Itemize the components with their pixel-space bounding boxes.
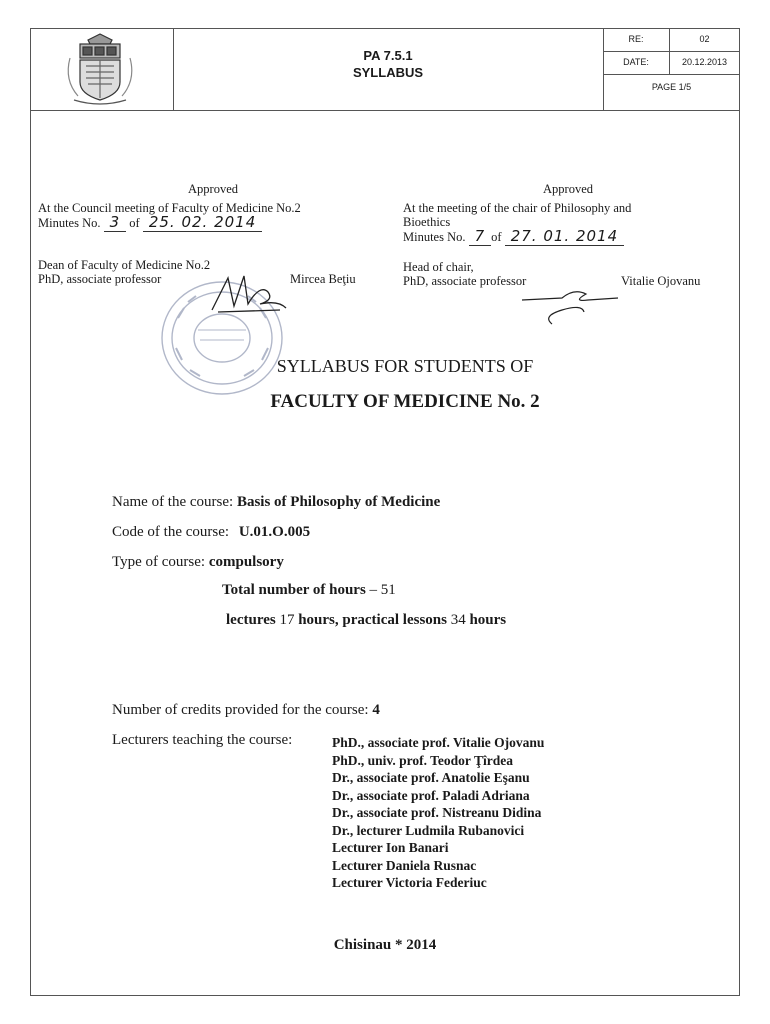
head-role: Head of chair, bbox=[403, 260, 474, 274]
syllabus-title: SYLLABUS FOR STUDENTS OF bbox=[276, 356, 534, 376]
lectures-unit: hours, practical lessons bbox=[298, 612, 447, 628]
dean-signature-icon bbox=[208, 270, 288, 318]
lecturer-list bbox=[332, 734, 544, 892]
list-item: Lecturer Daniela Rusnac bbox=[332, 857, 477, 873]
document-code: PA 7.5.1 bbox=[363, 48, 413, 63]
minutes-date: 25. 02. 2014 bbox=[143, 213, 262, 232]
list-item: Dr., lecturer Ludmila Rubanovici bbox=[332, 822, 525, 838]
course-code-line bbox=[112, 524, 310, 541]
course-type-label: Type of course: bbox=[112, 554, 206, 570]
minutes-prefix: Minutes No. bbox=[403, 230, 466, 244]
minutes-line bbox=[38, 215, 368, 230]
list-item: PhD., associate prof. Vitalie Ojovanu bbox=[332, 735, 545, 750]
head-degree: PhD, associate professor bbox=[403, 274, 527, 288]
date-label: DATE: bbox=[603, 51, 670, 74]
course-type-value: compulsory bbox=[208, 554, 284, 570]
dean-name: Mircea Beţiu bbox=[290, 272, 356, 286]
council-line: At the Council meeting of Faculty of Medicine No.2 bbox=[38, 201, 301, 215]
date-row bbox=[603, 51, 740, 75]
hours-breakdown-line bbox=[226, 612, 506, 629]
total-hours-line bbox=[222, 582, 396, 599]
total-hours-dash: – bbox=[369, 582, 378, 598]
chair-line-2: Bioethics bbox=[403, 215, 451, 229]
total-hours-label: Total number of hours bbox=[222, 582, 366, 598]
head-signature-icon bbox=[522, 282, 622, 326]
credits-line bbox=[112, 702, 380, 719]
head-name: Vitalie Ojovanu bbox=[621, 274, 701, 288]
revision-label: RE: bbox=[603, 28, 670, 51]
minutes-number: 3 bbox=[104, 213, 127, 232]
list-item: Dr., associate prof. Anatolie Eşanu bbox=[332, 770, 530, 785]
course-name-label: Name of the course: bbox=[112, 494, 234, 510]
course-name-line bbox=[112, 494, 440, 511]
faculty-title: FACULTY OF MEDICINE No. 2 bbox=[270, 391, 540, 412]
dean-degree: PhD, associate professor bbox=[38, 272, 162, 286]
minutes-prefix: Minutes No. bbox=[38, 216, 101, 230]
approved-heading: Approved bbox=[188, 182, 238, 196]
chair-line: At the meeting of the chair of Philosophy and bbox=[403, 201, 632, 215]
approval-right bbox=[403, 182, 733, 288]
document-header bbox=[30, 28, 740, 111]
practical-value: 34 bbox=[450, 612, 466, 628]
date-value: 20.12.2013 bbox=[681, 57, 728, 67]
revision-value: 02 bbox=[699, 34, 710, 44]
total-hours-value: 51 bbox=[380, 582, 396, 598]
list-item: Dr., associate prof. Nistreanu Didina bbox=[332, 805, 542, 820]
dean-role: Dean of Faculty of Medicine No.2 bbox=[38, 258, 211, 272]
document-title: SYLLABUS bbox=[352, 65, 424, 80]
practical-unit: hours bbox=[469, 612, 507, 628]
minutes-of: of bbox=[129, 216, 140, 230]
university-coat-of-arms-icon bbox=[30, 28, 173, 110]
minutes-date: 27. 01. 2014 bbox=[505, 227, 624, 246]
place-and-year: Chisinau * 2014 bbox=[333, 937, 437, 953]
list-item: PhD., univ. prof. Teodor Ţîrdea bbox=[332, 752, 514, 768]
course-code-value: U.01.O.005 bbox=[238, 524, 311, 540]
lectures-label: lectures bbox=[226, 612, 276, 628]
minutes-number: 7 bbox=[469, 227, 492, 246]
minutes-of: of bbox=[491, 230, 502, 244]
approval-left bbox=[38, 182, 368, 286]
approved-heading: Approved bbox=[543, 182, 593, 196]
list-item: Dr., associate prof. Paladi Adriana bbox=[332, 787, 530, 803]
revision-row bbox=[603, 28, 740, 52]
minutes-line bbox=[403, 229, 733, 244]
page-number: PAGE 1/5 bbox=[651, 82, 692, 92]
list-item: Lecturer Ion Banari bbox=[332, 840, 449, 855]
header-title-cell bbox=[173, 28, 604, 110]
course-code-label: Code of the course: bbox=[112, 524, 230, 540]
course-name-value: Basis of Philosophy of Medicine bbox=[236, 494, 441, 510]
credits-value: 4 bbox=[372, 702, 380, 718]
lectures-value: 17 bbox=[279, 612, 295, 628]
lecturers-label: Lecturers teaching the course: bbox=[112, 732, 293, 748]
logo-cell bbox=[30, 28, 174, 110]
course-type-line bbox=[112, 554, 284, 571]
list-item: Lecturer Victoria Federiuc bbox=[332, 875, 487, 890]
credits-label: Number of credits provided for the course: bbox=[112, 702, 369, 718]
header-meta-cell bbox=[603, 28, 740, 110]
